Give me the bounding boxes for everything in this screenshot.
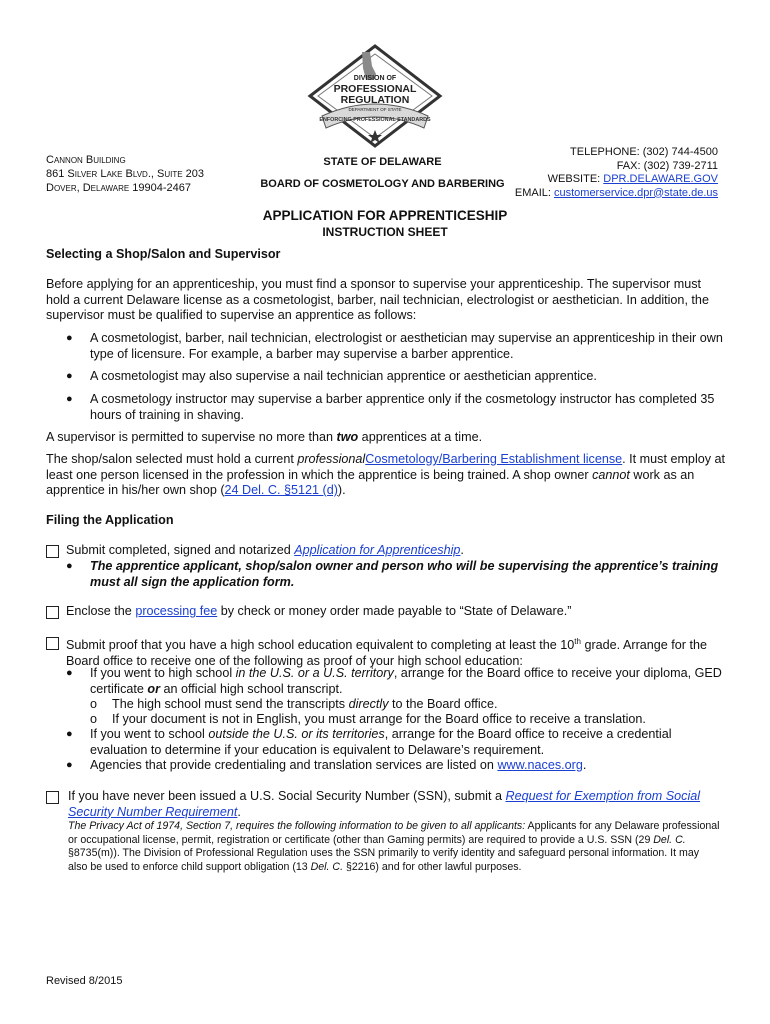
naces-link[interactable]: www.naces.org	[497, 758, 583, 772]
bullet-text: If you went to school outside the U.S. or its territories, arrange for the Board office to receive a credential evaluation to determine if your education is equivalent to Delaware’s requirement.	[90, 727, 672, 757]
processing-fee-link[interactable]: processing fee	[135, 604, 218, 618]
contact-info	[515, 146, 718, 200]
bullet-text: The apprentice applicant, shop/salon owner and person who will be supervising the apprentice’s training must all sign the application form.	[90, 559, 719, 589]
item-fee: Enclose the processing fee by check or money order made payable to “State of Delaware.”	[66, 604, 572, 618]
ssn-exemption-link[interactable]: Request for Exemption from Social Security Number Requirement	[68, 789, 701, 819]
email-link[interactable]: customerservice.dpr@state.de.us	[553, 186, 718, 199]
privacy-notice: The Privacy Act of 1974, Section 7, requires the following information to be given to all applicants: Applicants for any Delaware professional or occupational license, permit, registration or certificate (other than Gaming permits) are required to provide a U.S. SSN (29 Del. C. §8735(m)). The Division of Professional Regulation uses the SSN primarily to verify identity and safeguard personal information. It may also be used to enforce child support obligation (13 Del. C. §2216) and for other lawful purposes.	[68, 820, 720, 873]
bullet-icon: ●	[66, 332, 73, 344]
seal-line3: REGULATION	[340, 94, 410, 106]
section-heading-selecting: Selecting a Shop/Salon and Supervisor	[46, 247, 281, 261]
website-label: WEBSITE:	[547, 173, 604, 185]
section-heading-filing: Filing the Application	[46, 513, 174, 527]
checkbox-ssn[interactable]	[46, 791, 59, 804]
establishment-license-link[interactable]: Cosmetology/Barbering Establishment license	[365, 452, 623, 466]
address-line1: Cannon Building	[46, 154, 126, 166]
seal-banner: ENFORCING PROFESSIONAL STANDARDS	[319, 117, 431, 123]
document-title: APPLICATION FOR APPRENTICESHIP	[262, 208, 508, 223]
circle-bullet-icon: o	[90, 697, 98, 711]
bullet-text: A cosmetology instructor may supervise a barber apprentice only if the cosmetology instructor has completed 35 hours of training in shaving.	[90, 392, 715, 422]
bullet-icon: ●	[66, 667, 73, 679]
address-line3: Dover, Delaware 19904-2467	[46, 182, 191, 194]
seal-line1: DIVISION OF	[353, 75, 397, 82]
checkbox-education[interactable]	[46, 637, 59, 650]
bullet-text: A cosmetologist may also supervise a nail technician apprentice or aesthetician apprentice.	[90, 369, 597, 383]
address-line2: 861 Silver Lake Blvd., Suite 203	[46, 168, 204, 180]
seal-line2: PROFESSIONAL	[333, 83, 417, 95]
checkbox-application[interactable]	[46, 545, 59, 558]
item-application: Submit completed, signed and notarized Application for Apprenticeship.	[66, 543, 464, 557]
board-heading: BOARD OF COSMETOLOGY AND BARBERING	[260, 178, 505, 190]
division-seal-logo	[300, 44, 450, 148]
bullet-text: Agencies that provide credentialing and translation services are listed on www.naces.org.	[90, 758, 587, 772]
revision-date: Revised 8/2015	[46, 975, 123, 987]
seal-line4: DEPARTMENT OF STATE	[348, 107, 402, 112]
supervisor-limit: A supervisor is permitted to supervise no more than two apprentices at a time.	[46, 430, 483, 444]
fax: FAX: (302) 739-2711	[616, 159, 718, 172]
bullet-icon: ●	[66, 560, 73, 572]
bullet-icon: ●	[66, 393, 73, 405]
bullet-icon: ●	[66, 728, 73, 740]
checkbox-fee[interactable]	[46, 606, 59, 619]
item-ssn: If you have never been issued a U.S. Social Security Number (SSN), submit a Request for Exemption from Social Security Number Requirement.	[68, 789, 701, 819]
circle-bullet-icon: o	[90, 712, 98, 726]
statute-link[interactable]: 24 Del. C. §5121 (d)	[224, 483, 338, 497]
intro-paragraph: Before applying for an apprenticeship, you must find a sponsor to supervise your apprenticeship. The supervisor must hold a current Delaware license as a cosmetologist, barber, nail technician, electrologist or aesthetician. In addition, the supervisor must be qualified to supervise an apprentice as follows:	[46, 277, 709, 322]
bullet-icon: ●	[66, 370, 73, 382]
mailing-address	[46, 153, 204, 195]
state-heading: STATE OF DELAWARE	[323, 156, 442, 168]
email-label: EMAIL:	[514, 186, 554, 199]
document-subtitle: INSTRUCTION SHEET	[322, 225, 448, 239]
item-education: Submit proof that you have a high school education equivalent to completing at least the 10th grade. Arrange for the Board office to receive one of the following as proof of your high school education:	[66, 637, 707, 668]
bullet-icon: ●	[66, 759, 73, 771]
website-link[interactable]: DPR.DELAWARE.GOV	[603, 173, 718, 185]
telephone: TELEPHONE: (302) 744-4500	[570, 146, 718, 158]
bullet-text: A cosmetologist, barber, nail technician, electrologist or aesthetician may supervise an apprenticeship in their own type of licensure. For example, a barber may supervise a barber apprentice.	[90, 331, 723, 361]
shop-requirement: The shop/salon selected must hold a current professionalCosmetology/Barbering Establishment license. It must employ at least one person licensed in the profession in which the apprentice is being trained. A shop owner cannot work as an apprentice in his/her own shop (24 Del. C. §5121 (d)).	[46, 452, 726, 497]
bullet-text: If you went to high school in the U.S. or a U.S. territory, arrange for the Board office to receive your diploma, GED certificate or an official high school transcript.	[90, 666, 722, 696]
application-form-link[interactable]: Application for Apprenticeship	[294, 543, 461, 557]
